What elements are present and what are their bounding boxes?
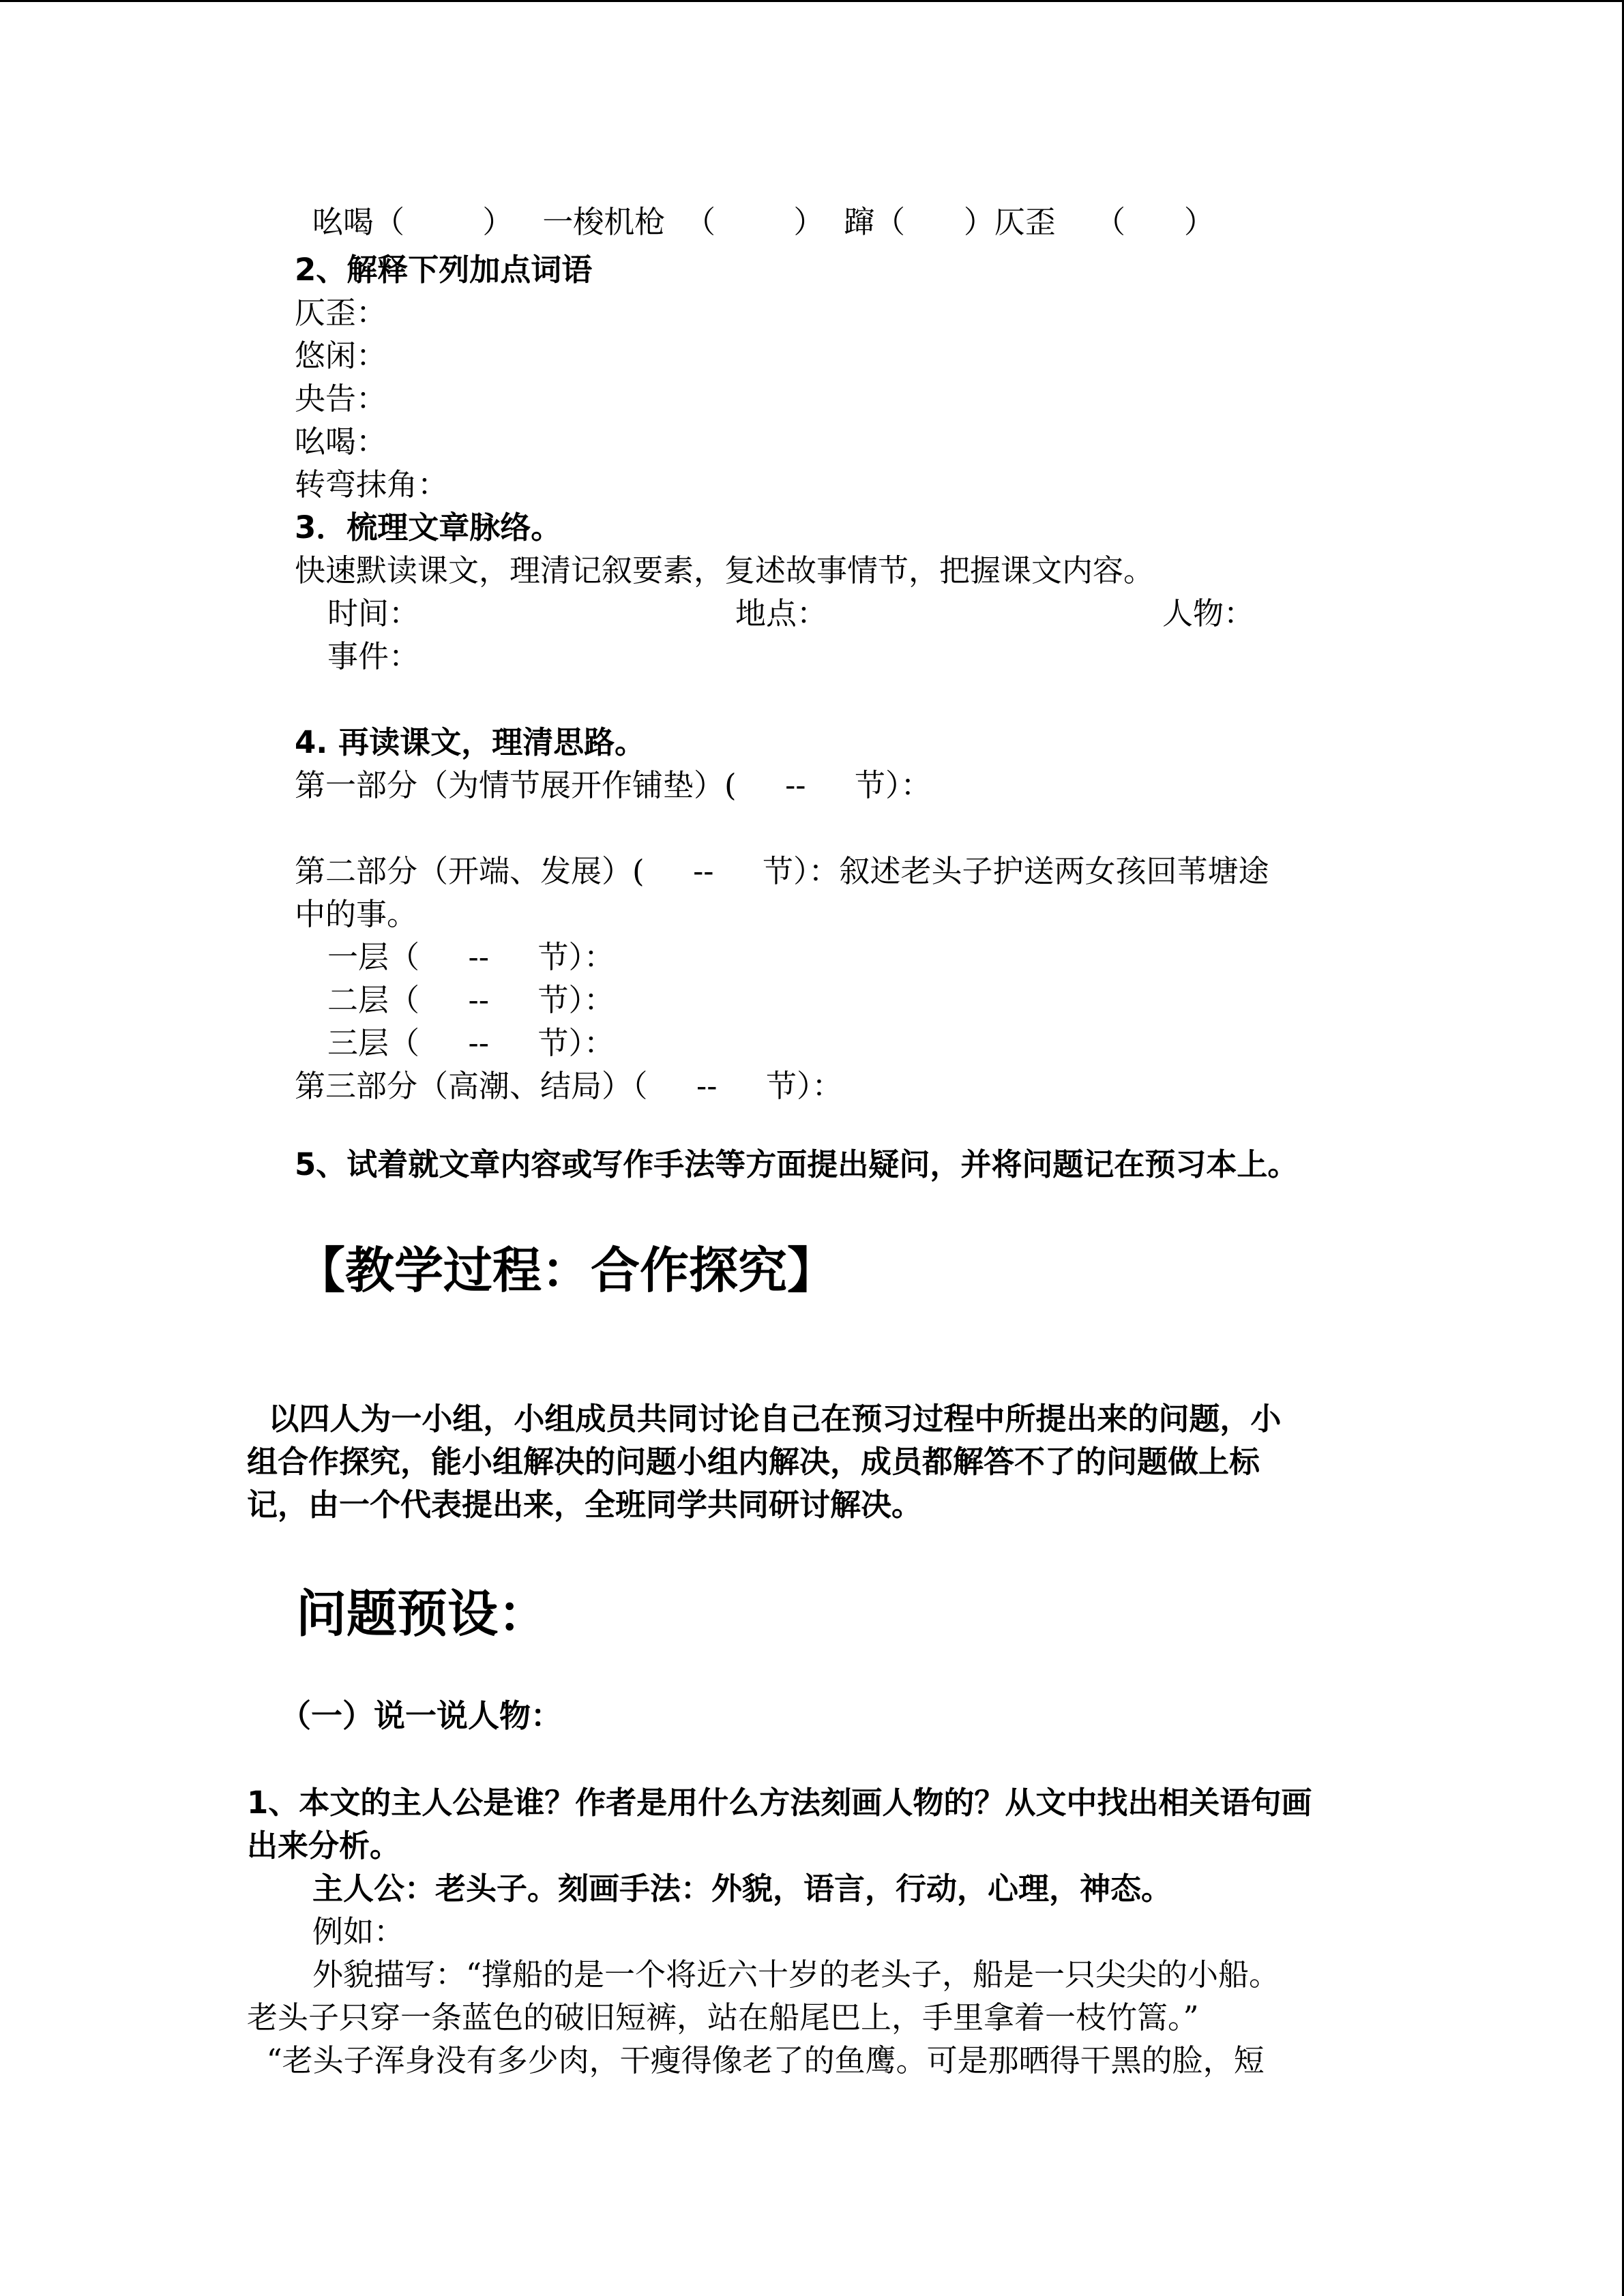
page-top-border (0, 0, 1624, 2)
q2-heading: 2、解释下列加点词语 (295, 252, 593, 288)
sub-title: （一）说一说人物： (280, 1697, 562, 1734)
q-main-line: 1、本文的主人公是谁？作者是用什么方法刻画人物的？从文中找出相关语句画 (247, 1785, 1312, 1821)
q4-heading: 4. 再读课文，理清思路。 (295, 724, 646, 760)
q4-part3: 第三部分（高潮、结局）（ -- 节）： (295, 1068, 843, 1104)
q-main-desc: 老头子只穿一条蓝色的破旧短裤，站在船尾巴上，手里拿着一枝竹篙。” (247, 1999, 1199, 2036)
q-main-line: 出来分析。 (247, 1828, 401, 1864)
group-text-line: 以四人为一小组，小组成员共同讨论自己在预习过程中所提出来的问题，小 (247, 1401, 1282, 1437)
q3-instruction: 快速默读课文，理清记叙要素，复述故事情节，把握课文内容。 (295, 552, 1155, 588)
q2-item: 吆喝： (295, 423, 387, 460)
q2-item: 转弯抹角： (295, 466, 449, 503)
q4-part2: 第二部分（开端、发展）( -- 节）：叙述老头子护送两女孩回苇塘途 (295, 853, 1269, 889)
q5-text: 5、试着就文章内容或写作手法等方面提出疑问，并将问题记在预习本上。 (295, 1146, 1299, 1182)
q2-item: 悠闲： (295, 338, 387, 374)
q3-place-label: 地点： (735, 595, 828, 631)
q2-item: 仄歪： (295, 295, 387, 331)
q-main-answer: 主人公：老头子。刻画手法：外貌，语言，行动，心理，神态。 (312, 1870, 1172, 1907)
q4-part2-cont: 中的事。 (295, 896, 418, 932)
group-text-line: 组合作探究，能小组解决的问题小组内解决，成员都解答不了的问题做上标 (247, 1444, 1260, 1480)
q3-event-label: 事件： (327, 638, 420, 674)
q-main-desc: 外貌描写：“撑船的是一个将近六十岁的老头子，船是一只尖尖的小船。 (312, 1956, 1280, 1993)
q4-layer: 一层（ -- 节）： (327, 939, 615, 975)
q-main-example: 例如： (312, 1913, 405, 1950)
section-title: 【教学过程：合作探究】 (296, 1242, 837, 1299)
q2-item: 央告： (295, 381, 387, 417)
q4-part1: 第一部分（为情节展开作铺垫）( -- 节）： (295, 767, 932, 803)
q3-heading: 3．梳理文章脉络。 (295, 509, 562, 546)
preset-title: 问题预设： (296, 1585, 548, 1643)
q4-layer: 二层（ -- 节）： (327, 982, 615, 1018)
q3-time-label: 时间： (327, 595, 420, 631)
group-text-line: 记，由一个代表提出来，全班同学共同研讨解决。 (247, 1487, 923, 1523)
pinyin-fill-line: 吆喝（ ） 一梭机枪 （ ） 蹿（ ）仄歪 （ ） (312, 204, 1215, 240)
q-main-desc: “老头子浑身没有多少肉，干瘦得像老了的鱼鹰。可是那晒得干黑的脸，短 (247, 2042, 1265, 2078)
q4-layer: 三层（ -- 节）： (327, 1025, 615, 1061)
q3-person-label: 人物： (1162, 595, 1255, 631)
